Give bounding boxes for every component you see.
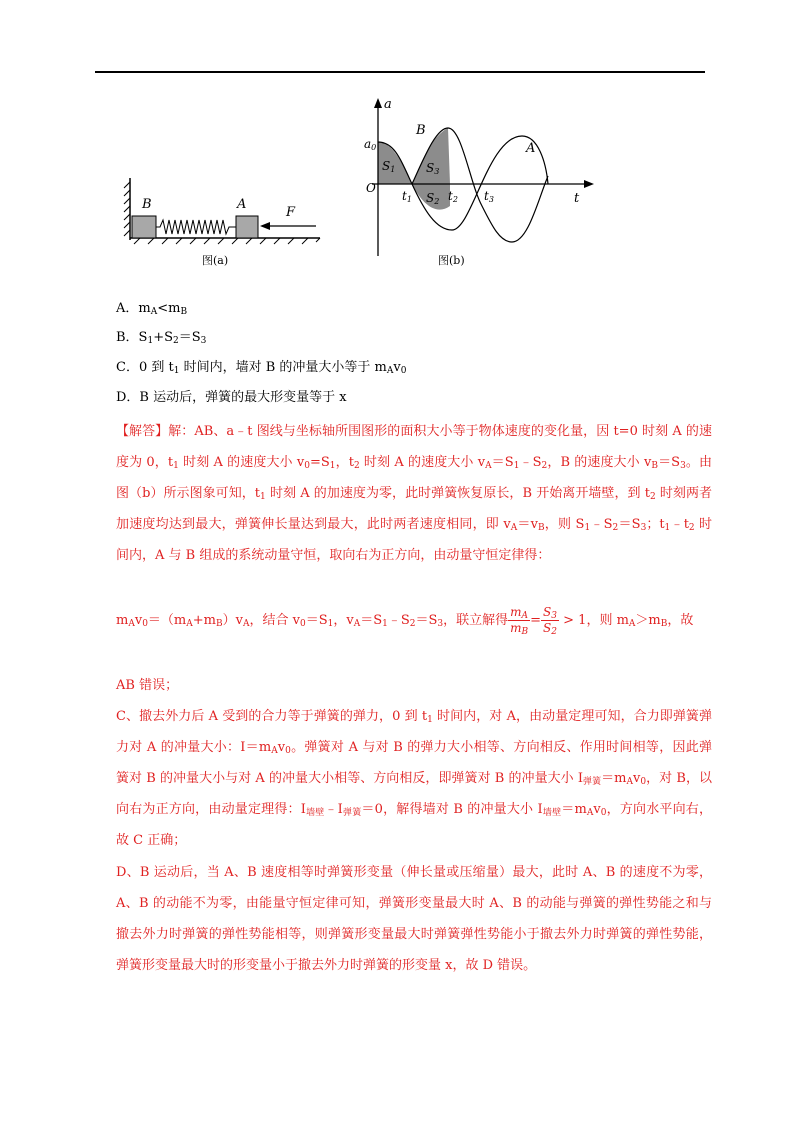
s1-label: S1 [382,159,396,174]
label-b: B [142,197,152,212]
solution-paragraph-1: 【解答】解：AB、a﹣t 图线与坐标轴所围图形的面积大小等于物体速度的变化量，因 t=0 时刻 A 的速度为 0，$t_1$ 时刻 A 的速度大小 $v_0=S_1$，$t_2$ 时刻 A 的速度大小 $v_A=S_1﹣S_2$，B 的速度大小 $v_B=S_3$。由图（b）所示图象可知，$t_1$ 时刻 A 的加速度为零，此时弹簧恢复原长，B 开始离开墙壁，到 $t_2$ 时刻两者加速度均达到最大，弹簧伸长量达到最大，此时两者速度相同，即 $v_A=v_B$，则 $S_1﹣S_2=S_3$；$t_1﹣t_2$ 时间内，A 与 B 组成的系统动量守恒，取向右为正方向，由动量守恒定律得： [116,424,713,563]
t1-label: t1 [402,189,412,204]
fraction-mass-ratio: $\frac{m_A}{m_B}$ [510,605,529,637]
option-d: D．B 运动后，弹簧的最大形变量等于 x [116,390,347,405]
s3-label: S3 [426,161,440,176]
origin-label: O [366,181,376,195]
a0-label: a0 [364,137,377,152]
block-b [132,216,156,238]
solution-paragraph-2: $m_Av_0=(m_A+m_B)v_A$，结合 $v_0=S_1$，$v_A=S_1﹣S_2=S_3$，联立解得 $\frac{m_A}{m_B}$ = $\frac{S_3}{S_2}$ > 1，则 $m_A>m_B$，故 [116,605,694,637]
label-a: A [237,197,247,212]
t2-label: t2 [448,189,458,204]
y-axis-label: a [384,97,392,112]
block-a [236,216,258,238]
label-f: F [286,205,296,220]
figure-b [362,96,602,268]
figure-a-diagram [120,172,330,272]
fraction-area-ratio: $\frac{S_3}{S_2}$ [543,605,558,637]
figure-b-graph [362,96,602,268]
solution-paragraph-3: AB 错误； [116,678,179,693]
option-c: C．0 到 $t_1$ 时间内，墙对 B 的冲量大小等于 $m_Av_0$ [116,360,407,376]
t3-label: t3 [484,189,494,204]
header-rule [95,71,705,73]
curve-a-label: A [526,141,536,156]
figure-a [120,172,330,272]
option-b: B．$S_1+S_2=S_3$ [116,330,207,346]
figure-b-caption: 图(b) [438,254,465,267]
solution-paragraph-4: C、撤去外力后 A 受到的合力等于弹簧的弹力，0 到 $t_1$ 时间内，对 A，由动量定理可知，合力即弹簧弹力对 A 的冲量大小：$I=m_Av_0$。弹簧对 A 与对 B 的弹力大小相等、方向相反、作用时间相等，因此弹簧对 B 的冲量大小与对 A 的冲量大小相等、方向相反，即弹簧对 B 的冲量大小 $I_{弹簧}=m_Av_0$，对 B，以向右为正方向，由动量定理得：$I_{墙壁}﹣I_{弹簧}=0$，解得墙对 B 的冲量大小 $I_{墙壁}=m_Av_0$，方向水平向右，故 C 正确； [116,709,713,848]
solution-paragraph-5: D、B 运动后，当 A、B 速度相等时弹簧形变量（伸长量或压缩量）最大，此时 A、B 的速度不为零，A、B 的动能不为零，由能量守恒定律可知，弹簧形变量最大时 A、B 的动能与弹簧的弹性势能之和与撤去外力时弹簧的弹性势能相等，则弹簧形变量最大时弹簧弹性势能小于撤去外力时弹簧的弹性势能，弹簧形变量最大时的形变量小于撤去外力时弹簧的形变量 x，故 D 错误。 [116,865,712,973]
solution-heading: 【解答】 [116,424,169,439]
option-a: A．$m_A<m_B$ [116,301,188,317]
figure-a-caption: 图(a) [202,254,229,267]
spring [156,220,236,234]
s2-label: S2 [426,191,440,206]
x-axis-label: t [574,191,580,206]
curve-b-label: B [416,123,426,138]
